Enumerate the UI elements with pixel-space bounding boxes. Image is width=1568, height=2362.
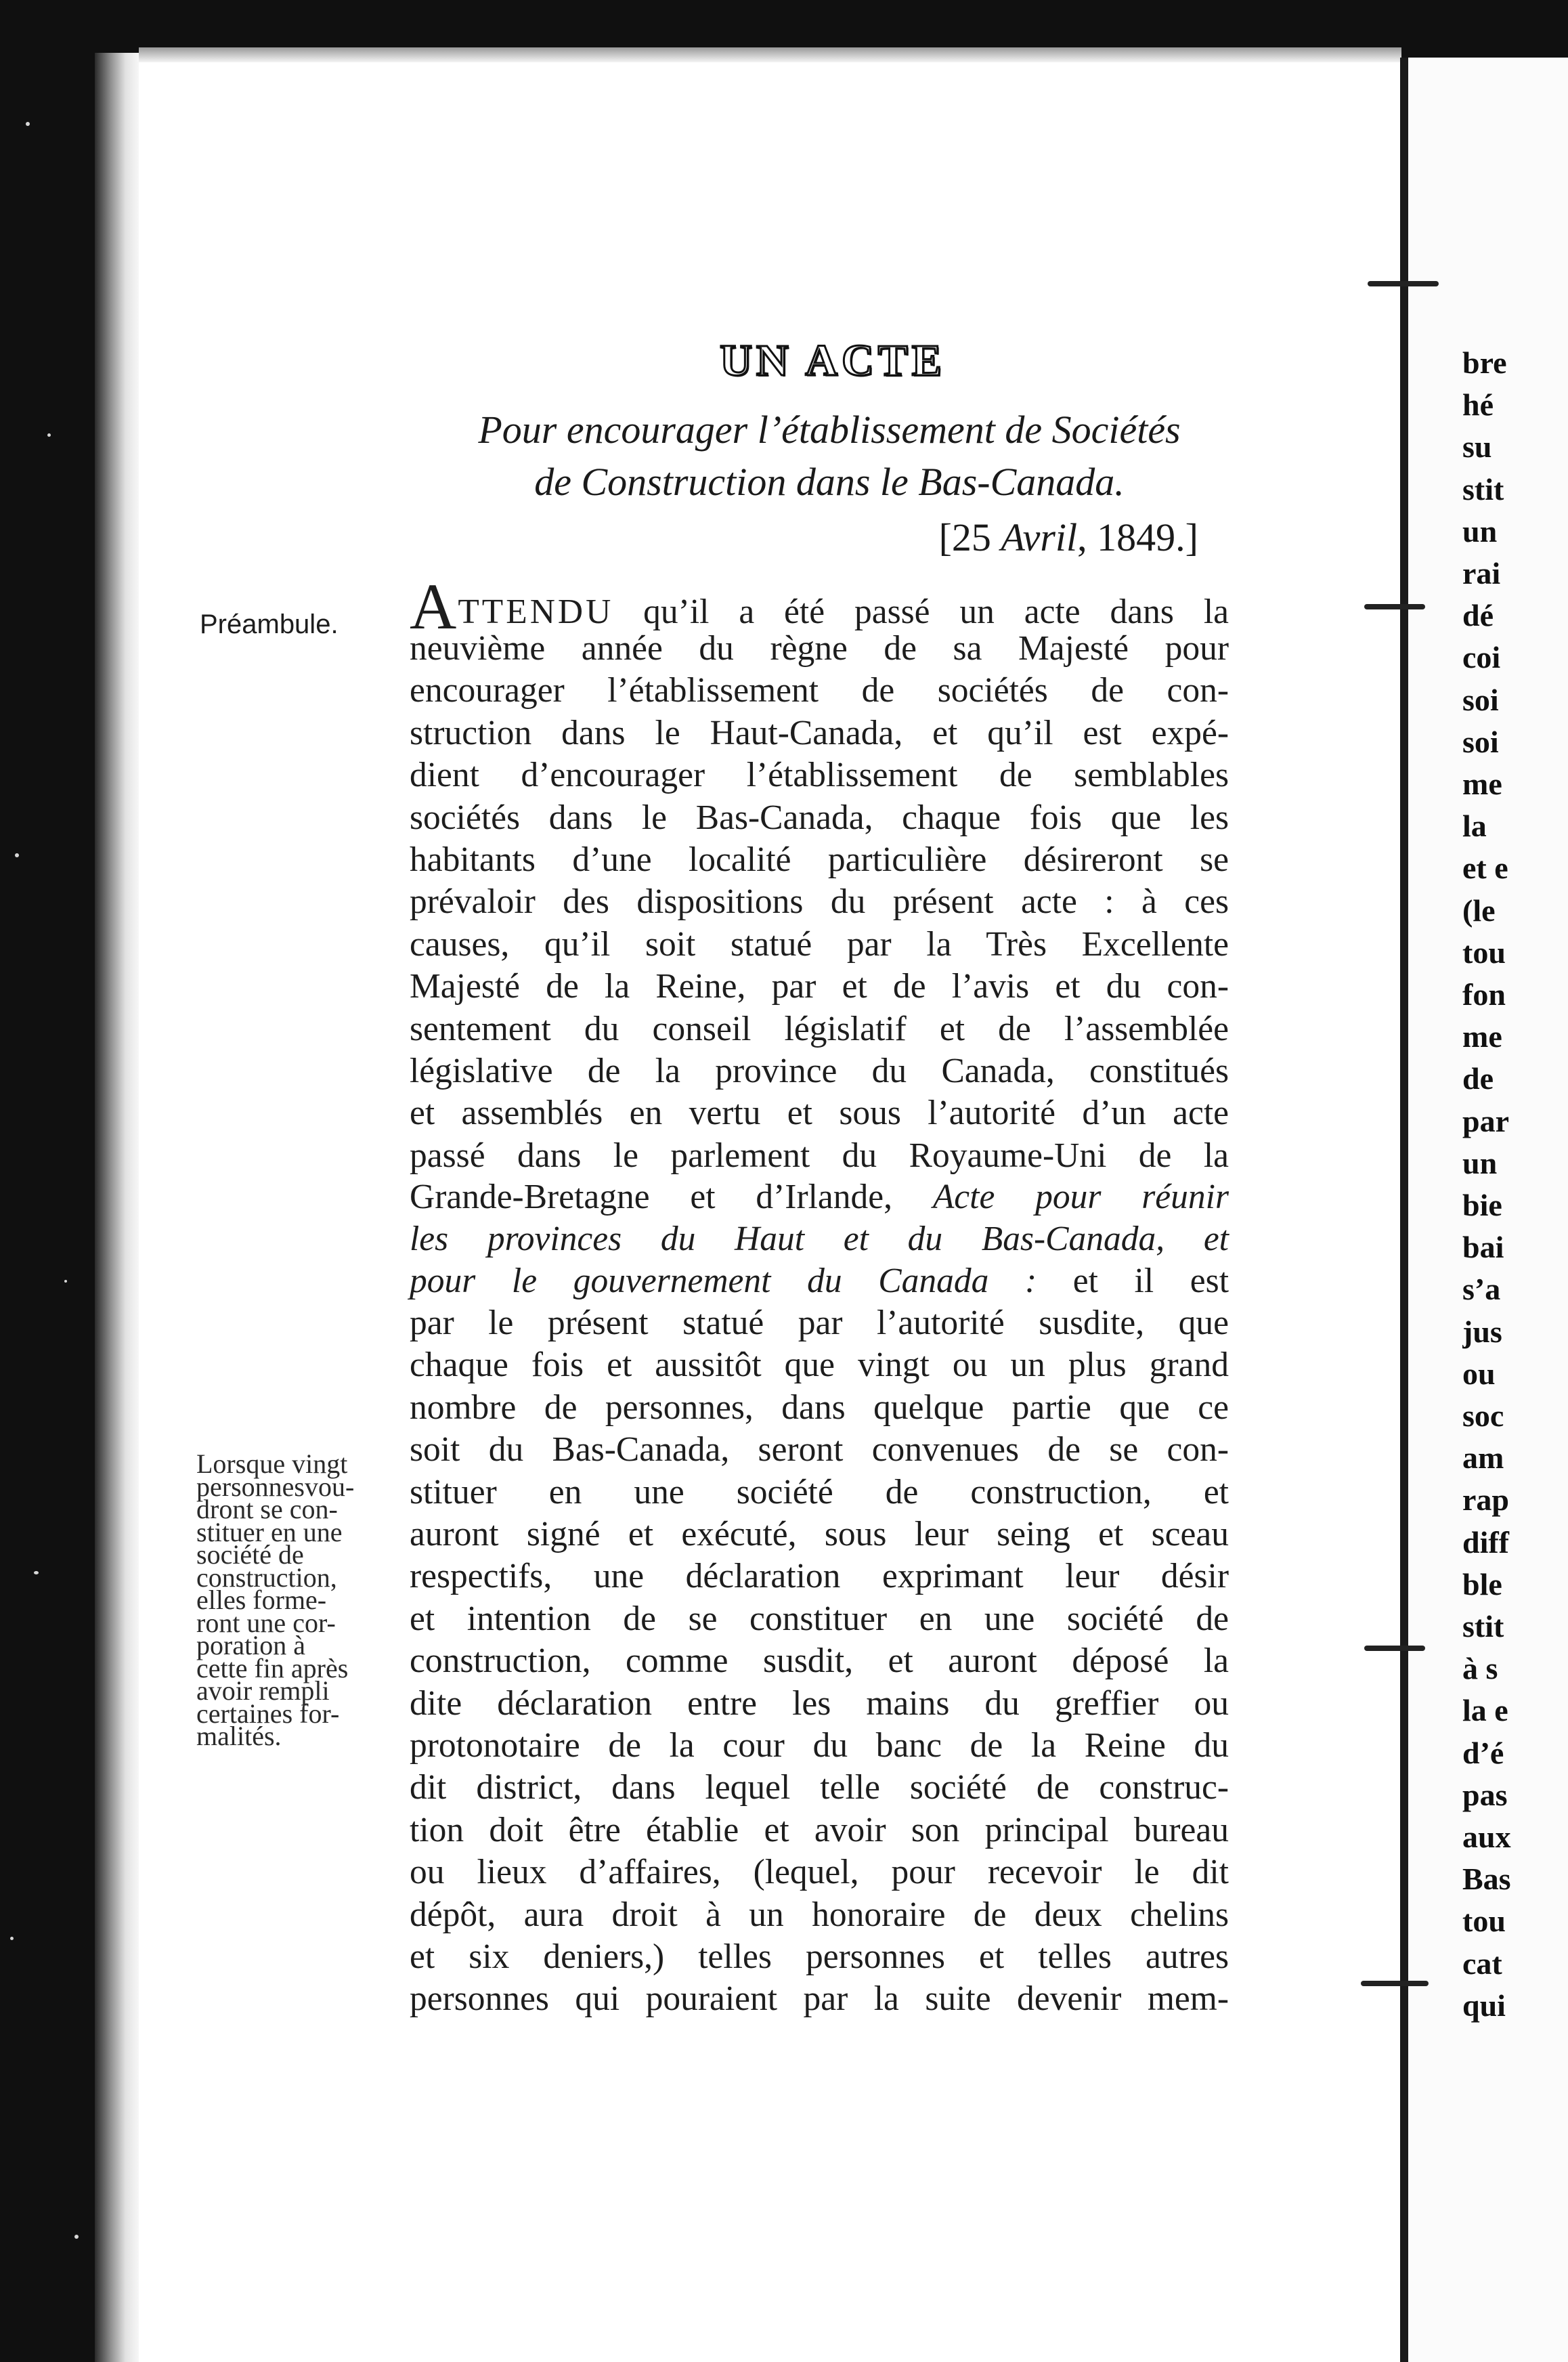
body-line: et intention de se constituer en une société de <box>410 1599 1229 1638</box>
body-line: dit district, dans lequel telle société de construc- <box>410 1768 1229 1807</box>
facing-page-fragment: un <box>1462 1145 1498 1180</box>
margin-note-line: stituer en une <box>196 1516 343 1547</box>
gutter-mark <box>1364 604 1425 609</box>
scan-speck <box>34 1571 39 1574</box>
facing-page-fragment: cat <box>1462 1946 1502 1981</box>
date-open: [25 <box>938 515 1001 559</box>
facing-page-fragment: tou <box>1462 1904 1506 1939</box>
facing-page-fragment: ble <box>1462 1566 1502 1602</box>
body-line: sentement du conseil législatif et de l’assemblée <box>410 1009 1229 1048</box>
body-line: construction, comme susdit, et auront déposé la <box>410 1641 1229 1681</box>
body-line: par le présent statué par l’autorité susdite, que <box>410 1304 1229 1342</box>
scan-speck <box>64 1280 67 1283</box>
facing-page-fragment: me <box>1462 767 1502 801</box>
facing-page-fragment: un <box>1462 513 1498 549</box>
margin-note-line: certaines for- <box>196 1698 340 1729</box>
facing-page-fragment: soc <box>1462 1398 1504 1433</box>
drop-cap: A <box>410 570 457 643</box>
facing-page-fragment: hé <box>1462 387 1494 423</box>
facing-page-fragment: stit <box>1462 1609 1504 1644</box>
facing-page-fragment: me <box>1462 1019 1502 1054</box>
facing-page-fragment: rai <box>1462 556 1501 590</box>
act-subtitle-line-2: de Construction dans le Bas-Canada. <box>534 460 1125 504</box>
body-line: Majesté de la Reine, par et de l’avis et du con- <box>410 967 1229 1006</box>
facing-page-fragment: bai <box>1462 1230 1504 1265</box>
body-line: nombre de personnes, dans quelque partie que ce <box>410 1388 1229 1427</box>
facing-page-fragment: qui <box>1462 1988 1506 2023</box>
date-close: , 1849.] <box>1077 515 1198 559</box>
facing-page-fragment: coi <box>1462 640 1501 675</box>
margin-note-line: malités. <box>196 1721 282 1751</box>
act-title: UN ACTE <box>720 336 946 385</box>
gutter-mark <box>1361 1981 1429 1986</box>
margin-note-line: cette fin après <box>196 1652 349 1683</box>
body-line: encourager l’établissement de sociétés de con- <box>410 671 1229 710</box>
act-subtitle-line-1: Pour encourager l’établissement de Sociétés <box>478 408 1181 452</box>
body-line: struction dans le Haut-Canada, et qu’il est expé- <box>410 713 1229 752</box>
body-line: causes, qu’il soit statué par la Très Excellente <box>410 924 1229 964</box>
date-month: Avril <box>1001 515 1078 559</box>
facing-page-fragment: bre <box>1462 345 1507 380</box>
body-line: passé dans le parlement du Royaume-Uni de la <box>410 1136 1229 1175</box>
scan-speck <box>47 433 51 437</box>
margin-note-line: société de <box>196 1539 304 1570</box>
scan-speck <box>74 2235 79 2239</box>
facing-page-fragment: ou <box>1462 1356 1496 1391</box>
body-line: et assemblés en vertu et sous l’autorité d’un acte <box>410 1094 1229 1133</box>
body-line: sociétés dans le Bas-Canada, chaque fois que les <box>410 798 1229 837</box>
body-line-15 <box>410 1176 1229 1218</box>
line-17-italic: pour le gouvernement du Canada : <box>410 1262 1037 1300</box>
facing-page-fragment: fon <box>1462 977 1506 1012</box>
facing-page-fragment: diff <box>1462 1524 1509 1560</box>
body-line: tion doit être établie et avoir son principal bureau <box>410 1810 1229 1849</box>
line-1-rest: qu’il a été passé un acte dans la <box>613 593 1229 631</box>
facing-page-fragment: s’a <box>1462 1272 1501 1307</box>
margin-note-line: Lorsque vingt <box>196 1448 348 1479</box>
margin-note-line: construction, <box>196 1562 337 1593</box>
body-line: dient d’encourager l’établissement de semblables <box>410 756 1229 795</box>
facing-page-fragment: aux <box>1462 1820 1511 1854</box>
margin-note-line: personnesvou- <box>196 1471 355 1502</box>
facing-page-fragment: dé <box>1462 598 1494 633</box>
body-line: prévaloir des dispositions du présent acte : à ces <box>410 882 1229 922</box>
body-line: soit du Bas-Canada, seront convenues de se con- <box>410 1430 1229 1469</box>
body-line: personnes qui pouraient par la suite devenir mem- <box>410 1979 1229 2019</box>
facing-page-fragment: Bas <box>1462 1862 1511 1897</box>
line-15-italic: Acte pour réunir <box>932 1178 1229 1216</box>
facing-page-fragment: pas <box>1462 1777 1508 1812</box>
body-line: protonotaire de la cour du banc de la Reine du <box>410 1726 1229 1765</box>
first-word: TTENDU <box>458 593 614 631</box>
book-gutter <box>1400 58 1408 2362</box>
body-line-16: les provinces du Haut et du Bas-Canada, et <box>410 1220 1229 1258</box>
body-line: chaque fois et aussitôt que vingt ou un plus grand <box>410 1346 1229 1385</box>
body-line: neuvième année du règne de sa Majesté pour <box>410 629 1229 668</box>
page-edge-shadow <box>95 53 139 2362</box>
scan-speck <box>10 1937 14 1940</box>
facing-page-fragment: et e <box>1462 851 1508 886</box>
scan-speck <box>26 122 30 126</box>
facing-page-fragment: am <box>1462 1440 1504 1476</box>
body-line-17 <box>410 1260 1229 1302</box>
margin-note-lorsque <box>196 1448 413 1751</box>
facing-page-fragment: à s <box>1462 1651 1498 1686</box>
facing-page-fragment: stit <box>1462 471 1504 507</box>
facing-page-fragment: bie <box>1462 1188 1502 1222</box>
facing-page-fragment: de <box>1462 1061 1494 1096</box>
gutter-mark <box>1368 281 1439 286</box>
body-line: auront signé et exécuté, sous leur seing et sceau <box>410 1515 1229 1553</box>
facing-page-fragment: rap <box>1462 1482 1509 1518</box>
body-line: habitants d’une localité particulière désireront se <box>410 840 1229 879</box>
margin-note-line: ront une cor- <box>196 1607 336 1638</box>
body-line: stituer en une société de construction, et <box>410 1472 1229 1511</box>
margin-note-preambule: Préambule. <box>200 609 339 639</box>
facing-page-fragment: soi <box>1462 682 1499 717</box>
body-line: dite déclaration entre les mains du greffier ou <box>410 1683 1229 1723</box>
page-top-edge <box>139 47 1401 62</box>
body-line: respectifs, une déclaration exprimant leur désir <box>410 1557 1229 1596</box>
facing-page-fragment: la e <box>1462 1693 1508 1728</box>
scan-speck <box>15 853 19 857</box>
facing-page-fragment: su <box>1462 429 1492 465</box>
line-15-roman: Grande-Bretagne et d’Irlande, <box>410 1178 933 1216</box>
act-date <box>860 515 1198 560</box>
facing-page-fragment: (le <box>1462 893 1496 928</box>
margin-note-line: elles forme- <box>196 1585 327 1615</box>
facing-page-fragment: tou <box>1462 935 1506 970</box>
body-line: ou lieux d’affaires, (lequel, pour recevoir le dit <box>410 1853 1229 1892</box>
facing-page-fragment: soi <box>1462 724 1499 759</box>
body-line: et six deniers,) telles personnes et telles autres <box>410 1937 1229 1976</box>
facing-page-fragment: d’é <box>1462 1735 1504 1770</box>
margin-note-line: avoir rempli <box>196 1675 330 1706</box>
body-line-1 <box>410 570 1229 643</box>
margin-note-line: dront se con- <box>196 1494 338 1524</box>
gutter-mark <box>1364 1646 1425 1651</box>
body-line: dépôt, aura droit à un honoraire de deux chelins <box>410 1895 1229 1934</box>
facing-page-fragment: par <box>1462 1103 1509 1138</box>
facing-page-fragment: jus <box>1462 1314 1502 1349</box>
margin-note-line: poration à <box>196 1630 306 1660</box>
line-17-roman: et il est <box>1037 1262 1229 1300</box>
facing-page-fragment: la <box>1462 809 1487 844</box>
body-line: législative de la province du Canada, constitués <box>410 1052 1229 1090</box>
